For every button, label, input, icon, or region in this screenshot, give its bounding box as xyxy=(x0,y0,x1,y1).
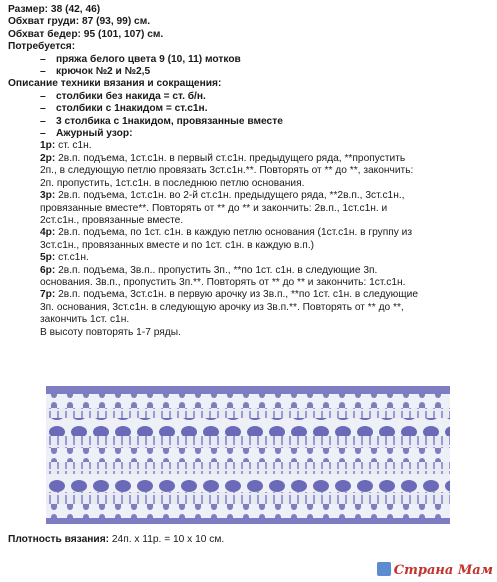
row-number: 2р: xyxy=(40,152,56,164)
row-line xyxy=(8,314,492,326)
abbrev-item: – столбики без накида = ст. б/н. xyxy=(40,90,206,102)
row-text: ст. с1н. xyxy=(58,140,92,152)
row-line xyxy=(8,252,492,264)
row-text: 2в.п. подъема, по 1ст. с1н. в каждую петлю основания (1ст.с1н. в группу из xyxy=(58,227,413,239)
logo-text: Страна Мам xyxy=(393,563,493,578)
row-number: 6р: xyxy=(40,264,56,276)
material-item: – крючок №2 и №2,5 xyxy=(40,66,151,78)
gauge-label: Плотность вязания: xyxy=(8,534,110,545)
material-item: – пряжа белого цвета 9 (10, 11) мотков xyxy=(40,53,241,65)
row-text: провязанные вместе**. Повторять от ** до ** и закончить: 2в.п., 1ст.с1н. и xyxy=(40,202,388,214)
logo-icon xyxy=(377,562,391,576)
row-text: 2ст.с1н., провязанные вместе. xyxy=(40,214,184,226)
pattern-document xyxy=(8,4,492,339)
row-text: закончить 1ст. с1н. xyxy=(40,314,130,326)
row-number: 5р: xyxy=(40,252,56,264)
row-line xyxy=(8,153,492,165)
gauge-value: 24п. х 11р. = 10 х 10 см. xyxy=(111,534,225,545)
row-text: основания. 3в.п., пропустить 3п.**. Повторять от ** до ** и закончить: 1ст.с1н. xyxy=(40,276,406,288)
row-text: ст.с1н. xyxy=(58,252,89,264)
row-line xyxy=(8,289,492,301)
lace-swatch-photo xyxy=(46,386,450,524)
row-instructions xyxy=(8,140,492,326)
row-line xyxy=(8,265,492,277)
abbrev-item: – Ажурный узор: xyxy=(40,128,133,140)
site-logo xyxy=(377,562,493,578)
row-line xyxy=(8,240,492,252)
row-text: 3ст.с1н., провязанных вместе и по 1ст. с1н. в каждую в.п.) xyxy=(40,239,315,251)
size-line: Размер: 38 (42, 46) xyxy=(8,4,101,15)
row-line xyxy=(8,277,492,289)
repeat-line: В высоту повторять 1-7 ряды. xyxy=(40,326,181,338)
technique-title: Описание техники вязания и сокращения: xyxy=(8,78,222,90)
row-line xyxy=(8,178,492,190)
row-text: 3п. основания, 3ст.с1н. в следующую арочку из 3в.п.**. Повторять от ** до **, xyxy=(40,301,404,313)
row-line xyxy=(8,190,492,202)
lace-pattern-image xyxy=(46,386,450,524)
row-line xyxy=(8,140,492,152)
gauge-line xyxy=(8,534,224,545)
row-line xyxy=(8,165,492,177)
row-number: 3р: xyxy=(40,190,56,202)
row-text: 2в.п. подъема, 3ст.с1н. в первую арочку из 3в.п., **по 1ст. с1н. в следующие xyxy=(58,289,419,301)
row-line xyxy=(8,215,492,227)
row-line xyxy=(8,227,492,239)
row-text: 2в.п. подъема, 3в.п.. пропустить 3п., **по 1ст. с1н. в следующие 3п. xyxy=(58,264,378,276)
row-text: 2в.п. подъема, 1ст.с1н. во 2-й ст.с1н. предыдущего ряда, **2в.п., 3ст.с1н., xyxy=(58,190,405,202)
row-text: 2п. пропустить, 1ст.с1н. в последнюю петлю основания. xyxy=(40,177,305,189)
abbrev-item: – столбики с 1накидом = ст.с1н. xyxy=(40,103,208,115)
hips-line: Обхват бедер: 95 (101, 107) см. xyxy=(8,28,164,40)
abbrev-item: – 3 столбика с 1накидом, провязанные вместе xyxy=(40,115,283,127)
row-number: 1р: xyxy=(40,140,56,152)
row-line xyxy=(8,302,492,314)
row-number: 4р: xyxy=(40,227,56,239)
row-text: 2в.п. подъема, 1ст.с1н. в первый ст.с1н. предыдущего ряда, **пропустить xyxy=(58,152,406,164)
row-line xyxy=(8,203,492,215)
row-text: 2п., в следующую петлю провязать 3ст.с1н.**. Повторять от ** до **, закончить: xyxy=(40,165,414,177)
chest-line: Обхват груди: 87 (93, 99) см. xyxy=(8,16,151,28)
required-title: Потребуется: xyxy=(8,41,76,53)
row-number: 7р: xyxy=(40,289,56,301)
